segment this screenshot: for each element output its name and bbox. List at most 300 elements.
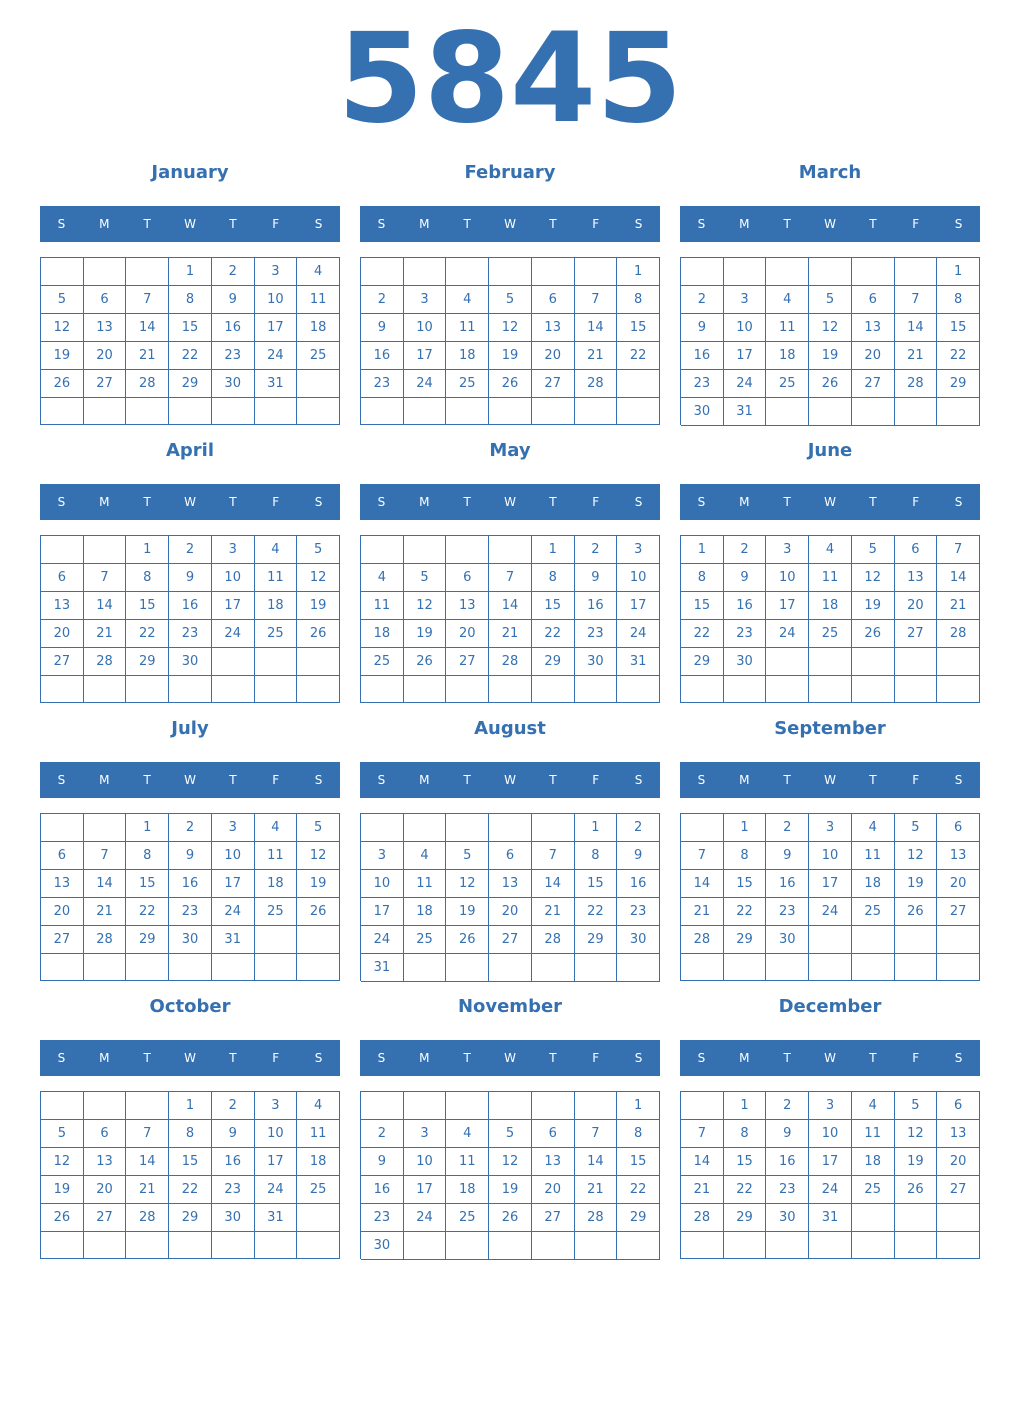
day-cell bbox=[724, 954, 767, 981]
day-cell: 29 bbox=[575, 926, 618, 954]
day-cell: 13 bbox=[532, 1148, 575, 1176]
day-cell: 8 bbox=[169, 1120, 212, 1148]
weekday-header bbox=[680, 1040, 980, 1076]
day-cell: 15 bbox=[126, 870, 169, 898]
weekday-label: F bbox=[272, 495, 280, 509]
weekday-label: T bbox=[463, 495, 471, 509]
day-cell: 25 bbox=[852, 1176, 895, 1204]
day-cell: 29 bbox=[937, 370, 980, 398]
day-cell bbox=[852, 258, 895, 286]
day-grid bbox=[680, 1091, 980, 1259]
day-cell: 8 bbox=[532, 564, 575, 592]
day-cell: 27 bbox=[937, 1176, 980, 1204]
weekday-label: S bbox=[697, 773, 706, 787]
day-cell: 3 bbox=[404, 1120, 447, 1148]
weekday-label: S bbox=[954, 495, 963, 509]
day-cell bbox=[895, 398, 938, 426]
day-cell: 25 bbox=[255, 898, 298, 926]
day-cell: 13 bbox=[937, 1120, 980, 1148]
day-cell bbox=[489, 536, 532, 564]
day-cell: 9 bbox=[212, 1120, 255, 1148]
day-cell bbox=[489, 1232, 532, 1260]
month-name: February bbox=[464, 162, 556, 183]
weekday-label: T bbox=[463, 217, 471, 231]
day-cell: 14 bbox=[126, 314, 169, 342]
day-cell: 14 bbox=[126, 1148, 169, 1176]
day-cell: 8 bbox=[937, 286, 980, 314]
day-cell: 31 bbox=[361, 954, 404, 982]
weekday-label: F bbox=[912, 495, 920, 509]
weekday-label: S bbox=[57, 217, 66, 231]
day-cell: 27 bbox=[41, 926, 84, 954]
day-cell: 15 bbox=[169, 314, 212, 342]
day-cell: 21 bbox=[489, 620, 532, 648]
day-cell: 20 bbox=[937, 870, 980, 898]
day-cell: 13 bbox=[446, 592, 489, 620]
month-name: June bbox=[807, 440, 853, 461]
day-cell: 19 bbox=[297, 592, 340, 620]
day-cell: 26 bbox=[446, 926, 489, 954]
day-cell: 18 bbox=[255, 870, 298, 898]
day-cell: 28 bbox=[681, 1204, 724, 1232]
day-cell bbox=[212, 954, 255, 981]
day-cell: 7 bbox=[532, 842, 575, 870]
day-cell bbox=[532, 1092, 575, 1120]
day-cell: 19 bbox=[297, 870, 340, 898]
weekday-label: W bbox=[184, 217, 196, 231]
day-cell bbox=[361, 398, 404, 425]
weekday-label: F bbox=[592, 217, 600, 231]
day-cell: 26 bbox=[852, 620, 895, 648]
weekday-label: M bbox=[419, 773, 430, 787]
day-cell: 5 bbox=[297, 814, 340, 842]
day-cell bbox=[41, 1232, 84, 1259]
weekday-label: W bbox=[184, 1051, 196, 1065]
day-cell: 20 bbox=[446, 620, 489, 648]
weekday-label: W bbox=[184, 495, 196, 509]
day-cell: 20 bbox=[532, 342, 575, 370]
day-cell: 6 bbox=[852, 286, 895, 314]
day-cell: 1 bbox=[617, 258, 660, 286]
day-cell bbox=[809, 676, 852, 703]
month-name: September bbox=[774, 718, 886, 739]
day-cell: 16 bbox=[724, 592, 767, 620]
day-cell: 24 bbox=[809, 1176, 852, 1204]
day-cell: 17 bbox=[404, 1176, 447, 1204]
day-cell: 7 bbox=[681, 1120, 724, 1148]
day-cell bbox=[937, 648, 980, 676]
day-cell: 26 bbox=[297, 620, 340, 648]
day-cell: 2 bbox=[575, 536, 618, 564]
weekday-label: T bbox=[549, 217, 557, 231]
day-cell: 7 bbox=[126, 1120, 169, 1148]
day-cell: 23 bbox=[681, 370, 724, 398]
weekday-label: S bbox=[697, 1051, 706, 1065]
day-cell bbox=[361, 536, 404, 564]
day-cell: 6 bbox=[41, 842, 84, 870]
weekday-label: F bbox=[272, 773, 280, 787]
day-cell: 19 bbox=[489, 342, 532, 370]
weekday-label: M bbox=[99, 773, 110, 787]
weekday-label: W bbox=[504, 495, 516, 509]
day-cell: 29 bbox=[724, 1204, 767, 1232]
day-cell: 23 bbox=[766, 1176, 809, 1204]
day-cell: 19 bbox=[41, 342, 84, 370]
day-cell: 18 bbox=[255, 592, 298, 620]
month-name: May bbox=[489, 440, 531, 461]
day-cell bbox=[404, 398, 447, 425]
day-cell: 14 bbox=[681, 870, 724, 898]
day-cell: 17 bbox=[361, 898, 404, 926]
day-cell: 24 bbox=[255, 342, 298, 370]
day-cell: 3 bbox=[766, 536, 809, 564]
day-cell: 10 bbox=[212, 842, 255, 870]
day-cell bbox=[852, 676, 895, 703]
day-cell bbox=[895, 258, 938, 286]
day-cell: 30 bbox=[169, 926, 212, 954]
day-cell: 27 bbox=[84, 370, 127, 398]
day-cell: 12 bbox=[852, 564, 895, 592]
day-cell: 30 bbox=[766, 926, 809, 954]
day-cell: 12 bbox=[489, 314, 532, 342]
day-cell: 22 bbox=[937, 342, 980, 370]
day-cell: 10 bbox=[724, 314, 767, 342]
day-cell bbox=[809, 926, 852, 954]
day-cell: 31 bbox=[617, 648, 660, 676]
day-cell: 18 bbox=[446, 1176, 489, 1204]
day-cell: 6 bbox=[84, 286, 127, 314]
day-cell: 30 bbox=[617, 926, 660, 954]
day-cell: 25 bbox=[255, 620, 298, 648]
day-cell: 21 bbox=[84, 620, 127, 648]
weekday-label: S bbox=[57, 495, 66, 509]
day-cell bbox=[126, 258, 169, 286]
month-name: November bbox=[457, 996, 563, 1017]
day-cell: 24 bbox=[255, 1176, 298, 1204]
day-cell bbox=[766, 648, 809, 676]
day-cell: 10 bbox=[617, 564, 660, 592]
day-cell: 11 bbox=[446, 314, 489, 342]
day-cell bbox=[404, 258, 447, 286]
day-cell: 3 bbox=[404, 286, 447, 314]
day-cell bbox=[446, 954, 489, 982]
day-cell: 26 bbox=[41, 370, 84, 398]
weekday-label: T bbox=[549, 1051, 557, 1065]
day-cell: 24 bbox=[404, 370, 447, 398]
day-cell bbox=[255, 676, 298, 703]
day-cell: 1 bbox=[575, 814, 618, 842]
month-11 bbox=[360, 994, 660, 1260]
day-cell bbox=[617, 370, 660, 398]
day-grid bbox=[40, 535, 340, 703]
month-name: December bbox=[778, 996, 882, 1017]
day-cell: 13 bbox=[852, 314, 895, 342]
day-cell: 11 bbox=[404, 870, 447, 898]
day-cell: 29 bbox=[126, 648, 169, 676]
day-cell: 24 bbox=[724, 370, 767, 398]
day-cell: 16 bbox=[766, 1148, 809, 1176]
day-cell bbox=[852, 926, 895, 954]
day-cell bbox=[297, 676, 340, 703]
day-cell bbox=[41, 1092, 84, 1120]
day-cell: 27 bbox=[532, 370, 575, 398]
day-cell bbox=[937, 954, 980, 981]
weekday-label: F bbox=[592, 495, 600, 509]
day-cell: 11 bbox=[297, 286, 340, 314]
day-cell: 15 bbox=[617, 314, 660, 342]
day-cell: 10 bbox=[255, 1120, 298, 1148]
day-cell bbox=[766, 258, 809, 286]
weekday-label: M bbox=[99, 495, 110, 509]
day-cell: 20 bbox=[937, 1148, 980, 1176]
day-cell bbox=[41, 676, 84, 703]
day-cell: 16 bbox=[617, 870, 660, 898]
weekday-label: S bbox=[634, 217, 643, 231]
day-cell: 7 bbox=[84, 564, 127, 592]
day-cell: 6 bbox=[937, 1092, 980, 1120]
weekday-label: T bbox=[463, 773, 471, 787]
day-cell: 8 bbox=[169, 286, 212, 314]
day-cell: 3 bbox=[724, 286, 767, 314]
day-cell bbox=[766, 398, 809, 426]
day-cell: 16 bbox=[212, 1148, 255, 1176]
weekday-label: T bbox=[463, 1051, 471, 1065]
day-cell: 4 bbox=[297, 1092, 340, 1120]
day-cell: 17 bbox=[255, 1148, 298, 1176]
day-cell bbox=[532, 954, 575, 982]
day-cell bbox=[84, 1232, 127, 1259]
day-cell: 30 bbox=[724, 648, 767, 676]
day-cell: 29 bbox=[617, 1204, 660, 1232]
weekday-label: S bbox=[954, 773, 963, 787]
weekday-label: T bbox=[229, 1051, 237, 1065]
day-cell: 27 bbox=[532, 1204, 575, 1232]
day-cell bbox=[126, 676, 169, 703]
day-cell: 2 bbox=[766, 1092, 809, 1120]
month-name: August bbox=[474, 718, 546, 739]
weekday-label: T bbox=[549, 495, 557, 509]
day-cell bbox=[617, 398, 660, 425]
day-cell bbox=[532, 258, 575, 286]
weekday-label: S bbox=[314, 217, 323, 231]
day-cell: 10 bbox=[766, 564, 809, 592]
day-cell: 15 bbox=[532, 592, 575, 620]
month-name: January bbox=[151, 162, 229, 183]
weekday-label: M bbox=[419, 1051, 430, 1065]
weekday-label: T bbox=[143, 1051, 151, 1065]
day-cell bbox=[489, 258, 532, 286]
day-grid bbox=[360, 257, 660, 425]
day-cell bbox=[41, 398, 84, 425]
day-cell: 22 bbox=[169, 342, 212, 370]
weekday-header bbox=[680, 206, 980, 242]
day-cell bbox=[126, 398, 169, 425]
day-cell: 22 bbox=[126, 898, 169, 926]
day-cell: 26 bbox=[489, 1204, 532, 1232]
day-cell: 4 bbox=[446, 286, 489, 314]
day-cell bbox=[212, 398, 255, 425]
day-cell: 25 bbox=[297, 342, 340, 370]
day-cell: 20 bbox=[84, 342, 127, 370]
day-cell: 14 bbox=[895, 314, 938, 342]
day-cell: 9 bbox=[724, 564, 767, 592]
day-cell: 10 bbox=[809, 842, 852, 870]
day-cell: 9 bbox=[169, 564, 212, 592]
day-cell: 24 bbox=[617, 620, 660, 648]
day-cell: 10 bbox=[212, 564, 255, 592]
day-cell: 27 bbox=[852, 370, 895, 398]
day-cell bbox=[809, 1232, 852, 1259]
day-cell: 21 bbox=[84, 898, 127, 926]
day-cell: 16 bbox=[212, 314, 255, 342]
weekday-label: M bbox=[419, 495, 430, 509]
day-cell: 22 bbox=[617, 1176, 660, 1204]
weekday-label: S bbox=[954, 217, 963, 231]
day-cell: 21 bbox=[681, 898, 724, 926]
day-cell bbox=[937, 398, 980, 426]
day-cell bbox=[361, 258, 404, 286]
weekday-label: W bbox=[824, 1051, 836, 1065]
day-cell: 13 bbox=[41, 870, 84, 898]
month-name: July bbox=[171, 718, 209, 739]
day-cell: 8 bbox=[617, 286, 660, 314]
day-cell: 15 bbox=[681, 592, 724, 620]
day-cell: 13 bbox=[41, 592, 84, 620]
day-cell: 25 bbox=[446, 370, 489, 398]
day-cell bbox=[297, 954, 340, 981]
day-grid bbox=[40, 813, 340, 981]
day-cell bbox=[446, 1232, 489, 1260]
day-cell: 20 bbox=[895, 592, 938, 620]
day-cell: 12 bbox=[489, 1148, 532, 1176]
day-grid bbox=[40, 1091, 340, 1259]
day-cell: 1 bbox=[724, 814, 767, 842]
day-cell: 12 bbox=[41, 314, 84, 342]
day-cell bbox=[255, 1232, 298, 1259]
day-cell bbox=[297, 398, 340, 425]
day-cell: 3 bbox=[617, 536, 660, 564]
day-cell: 23 bbox=[361, 1204, 404, 1232]
day-cell: 3 bbox=[809, 1092, 852, 1120]
day-cell: 21 bbox=[575, 342, 618, 370]
weekday-label: W bbox=[184, 773, 196, 787]
day-cell: 31 bbox=[255, 1204, 298, 1232]
weekday-label: W bbox=[504, 773, 516, 787]
day-cell bbox=[41, 536, 84, 564]
day-cell: 10 bbox=[404, 1148, 447, 1176]
day-cell: 11 bbox=[446, 1148, 489, 1176]
day-cell bbox=[446, 1092, 489, 1120]
day-cell: 16 bbox=[575, 592, 618, 620]
day-cell: 19 bbox=[895, 870, 938, 898]
day-cell: 12 bbox=[41, 1148, 84, 1176]
day-cell bbox=[809, 954, 852, 981]
day-cell bbox=[255, 954, 298, 981]
day-cell bbox=[404, 676, 447, 703]
day-cell: 24 bbox=[766, 620, 809, 648]
day-cell: 14 bbox=[532, 870, 575, 898]
day-cell bbox=[852, 954, 895, 981]
day-cell bbox=[575, 676, 618, 703]
weekday-label: T bbox=[229, 773, 237, 787]
day-cell: 24 bbox=[404, 1204, 447, 1232]
day-cell: 5 bbox=[489, 1120, 532, 1148]
day-grid bbox=[360, 1091, 660, 1259]
day-cell: 13 bbox=[84, 1148, 127, 1176]
day-cell: 1 bbox=[681, 536, 724, 564]
day-cell bbox=[84, 954, 127, 981]
day-cell bbox=[617, 1232, 660, 1260]
weekday-label: F bbox=[592, 1051, 600, 1065]
day-cell: 2 bbox=[681, 286, 724, 314]
day-cell bbox=[532, 814, 575, 842]
day-cell bbox=[895, 926, 938, 954]
weekday-label: F bbox=[272, 217, 280, 231]
weekday-label: W bbox=[824, 217, 836, 231]
day-cell: 5 bbox=[41, 1120, 84, 1148]
day-cell: 10 bbox=[809, 1120, 852, 1148]
day-cell: 18 bbox=[852, 870, 895, 898]
weekday-label: S bbox=[57, 1051, 66, 1065]
month-name: April bbox=[165, 440, 215, 461]
day-cell bbox=[724, 1232, 767, 1259]
day-cell bbox=[681, 1232, 724, 1259]
weekday-label: S bbox=[377, 217, 386, 231]
day-cell: 3 bbox=[809, 814, 852, 842]
day-cell: 21 bbox=[532, 898, 575, 926]
weekday-header bbox=[40, 206, 340, 242]
day-cell bbox=[681, 814, 724, 842]
day-cell: 23 bbox=[361, 370, 404, 398]
day-cell bbox=[937, 1204, 980, 1232]
day-cell: 20 bbox=[41, 898, 84, 926]
day-cell: 31 bbox=[724, 398, 767, 426]
day-cell bbox=[404, 536, 447, 564]
year-title: 5845 bbox=[337, 7, 683, 151]
day-cell: 22 bbox=[724, 898, 767, 926]
day-cell: 26 bbox=[41, 1204, 84, 1232]
day-cell bbox=[41, 258, 84, 286]
day-cell: 11 bbox=[852, 842, 895, 870]
day-cell: 12 bbox=[404, 592, 447, 620]
day-cell: 12 bbox=[809, 314, 852, 342]
weekday-label: T bbox=[869, 1051, 877, 1065]
day-cell: 28 bbox=[126, 1204, 169, 1232]
day-cell: 28 bbox=[895, 370, 938, 398]
day-cell: 19 bbox=[404, 620, 447, 648]
month-10 bbox=[40, 994, 340, 1260]
day-cell bbox=[404, 1232, 447, 1260]
weekday-label: S bbox=[377, 1051, 386, 1065]
day-cell bbox=[617, 676, 660, 703]
weekday-label: T bbox=[783, 495, 791, 509]
day-cell bbox=[404, 814, 447, 842]
day-cell: 19 bbox=[809, 342, 852, 370]
day-cell: 17 bbox=[809, 870, 852, 898]
day-cell: 4 bbox=[361, 564, 404, 592]
weekday-label: S bbox=[697, 495, 706, 509]
day-cell: 29 bbox=[681, 648, 724, 676]
day-cell: 31 bbox=[255, 370, 298, 398]
weekday-label: T bbox=[143, 773, 151, 787]
day-cell: 11 bbox=[852, 1120, 895, 1148]
day-grid bbox=[360, 813, 660, 981]
day-cell: 2 bbox=[212, 258, 255, 286]
day-cell: 17 bbox=[766, 592, 809, 620]
weekday-label: T bbox=[783, 1051, 791, 1065]
day-cell: 25 bbox=[297, 1176, 340, 1204]
day-cell bbox=[489, 676, 532, 703]
